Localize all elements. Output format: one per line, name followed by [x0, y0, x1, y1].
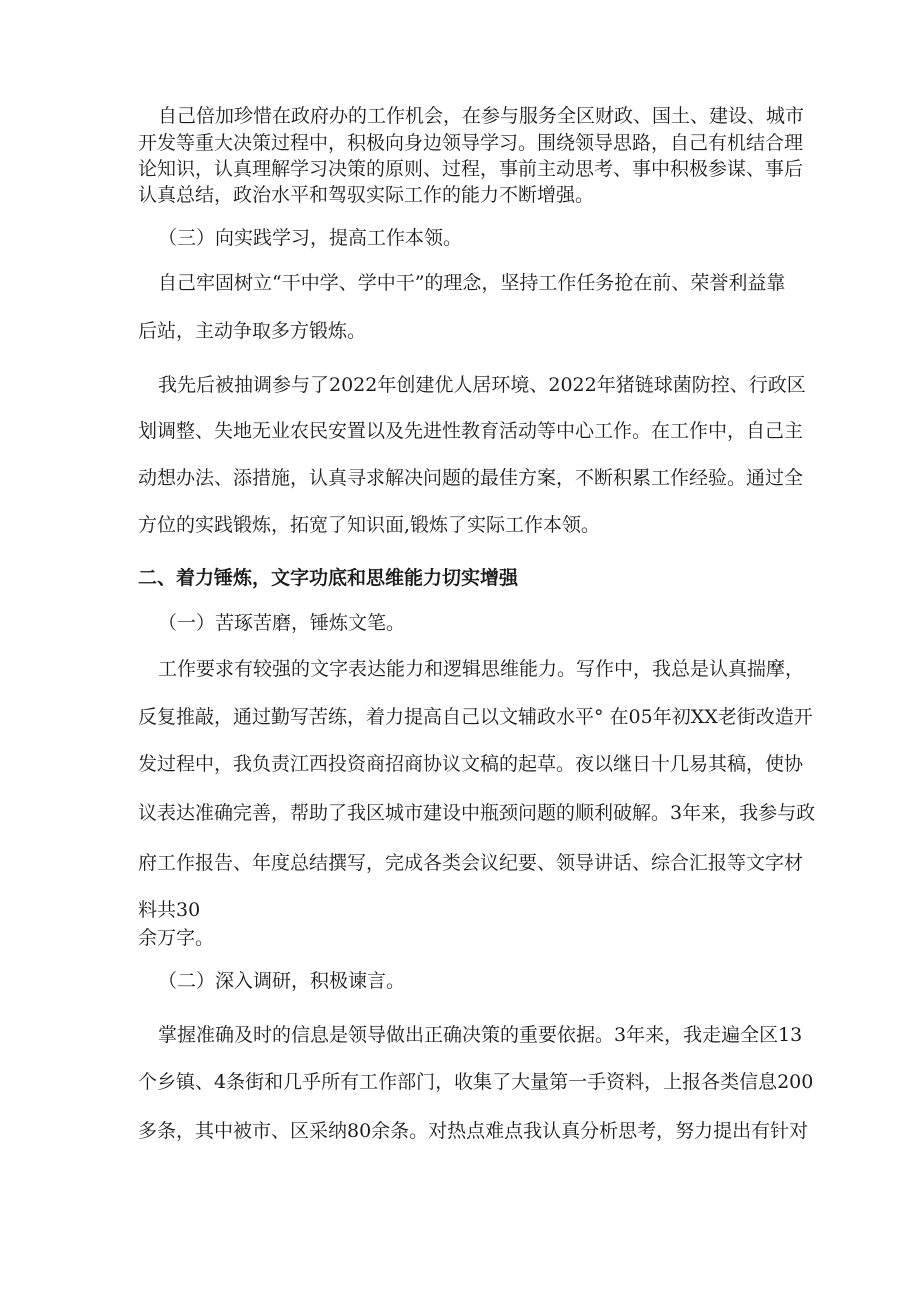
text-line: 工作要求有较强的文字表达能力和逻辑思维能力。写作中，我总是认真揣摩， [158, 658, 805, 680]
text-line: 余万字。 [138, 927, 215, 949]
text-line: 议表达准确完善，帮助了我区城市建设中瓶颈问题的顺利破解。3年来，我参与政 [138, 802, 816, 824]
text-line: 自己牢固树立“干中学、学中干”的理念，坚持工作任务抢在前、荣誉利益靠 [158, 272, 786, 294]
text-line: 划调整、失地无业农民安置以及先进性教育活动等中心工作。在工作中，自己主 [138, 420, 804, 442]
text-line: 认真总结，政治水平和驾驭实际工作的能力不断增强。 [138, 184, 595, 206]
text-line: 反复推敲，通过勤写苦练，着力提高自己以文辅政水平° 在05年初XX老街改造开 [138, 706, 813, 728]
text-line: 个乡镇、4条街和几乎所有工作部门，收集了大量第一手资料，上报各类信息200 [138, 1071, 814, 1093]
text-line: 府工作报告、年度总结撰写，完成各类会议纪要、领导讲话、综合汇报等文字材 [138, 852, 804, 874]
text-line: 多条，其中被市、区采纳80余条。对热点难点我认真分析思考，努力提出有针对 [138, 1120, 809, 1142]
text-line: 掌握准确及时的信息是领导做出正确决策的重要依据。3年来，我走遍全区13 [158, 1024, 803, 1046]
text-line: 后站，主动争取多方锻炼。 [138, 320, 367, 342]
text-line: 方位的实践锻炼，拓宽了知识面,锻炼了实际工作本领。 [138, 514, 601, 536]
text-line: 自己倍加珍惜在政府办的工作机会，在参与服务全区财政、国土、建设、城市 [158, 105, 805, 127]
text-line: 论知识，认真理解学习决策的原则、过程，事前主动思考、事中积极参谋、事后 [138, 158, 804, 180]
section-subheading: （一）苦琢苦磨，锤炼文笔。 [158, 612, 406, 634]
text-line: 料共30 [138, 899, 201, 921]
text-line: 动想办法、添措施，认真寻求解决问题的最佳方案，不断积累工作经验。通过全 [138, 467, 804, 489]
text-line: 开发等重大决策过程中，积极向身边领导学习。围绕领导思路，自己有机结合理 [138, 132, 804, 154]
section-heading: 二、着力锤炼，文字功底和思维能力切实增强 [138, 567, 519, 589]
text-line: 我先后被抽调参与了2022年创建优人居环境、2022年猪链球菌防控、行政区 [158, 374, 806, 396]
section-subheading: （二）深入调研，积极谏言。 [158, 970, 406, 992]
text-line: 发过程中，我负责江西投资商招商协议文稿的起草。夜以继日十几易其稿，使协 [138, 753, 804, 775]
section-subheading: （三）向实践学习，提高工作本领。 [158, 227, 463, 249]
